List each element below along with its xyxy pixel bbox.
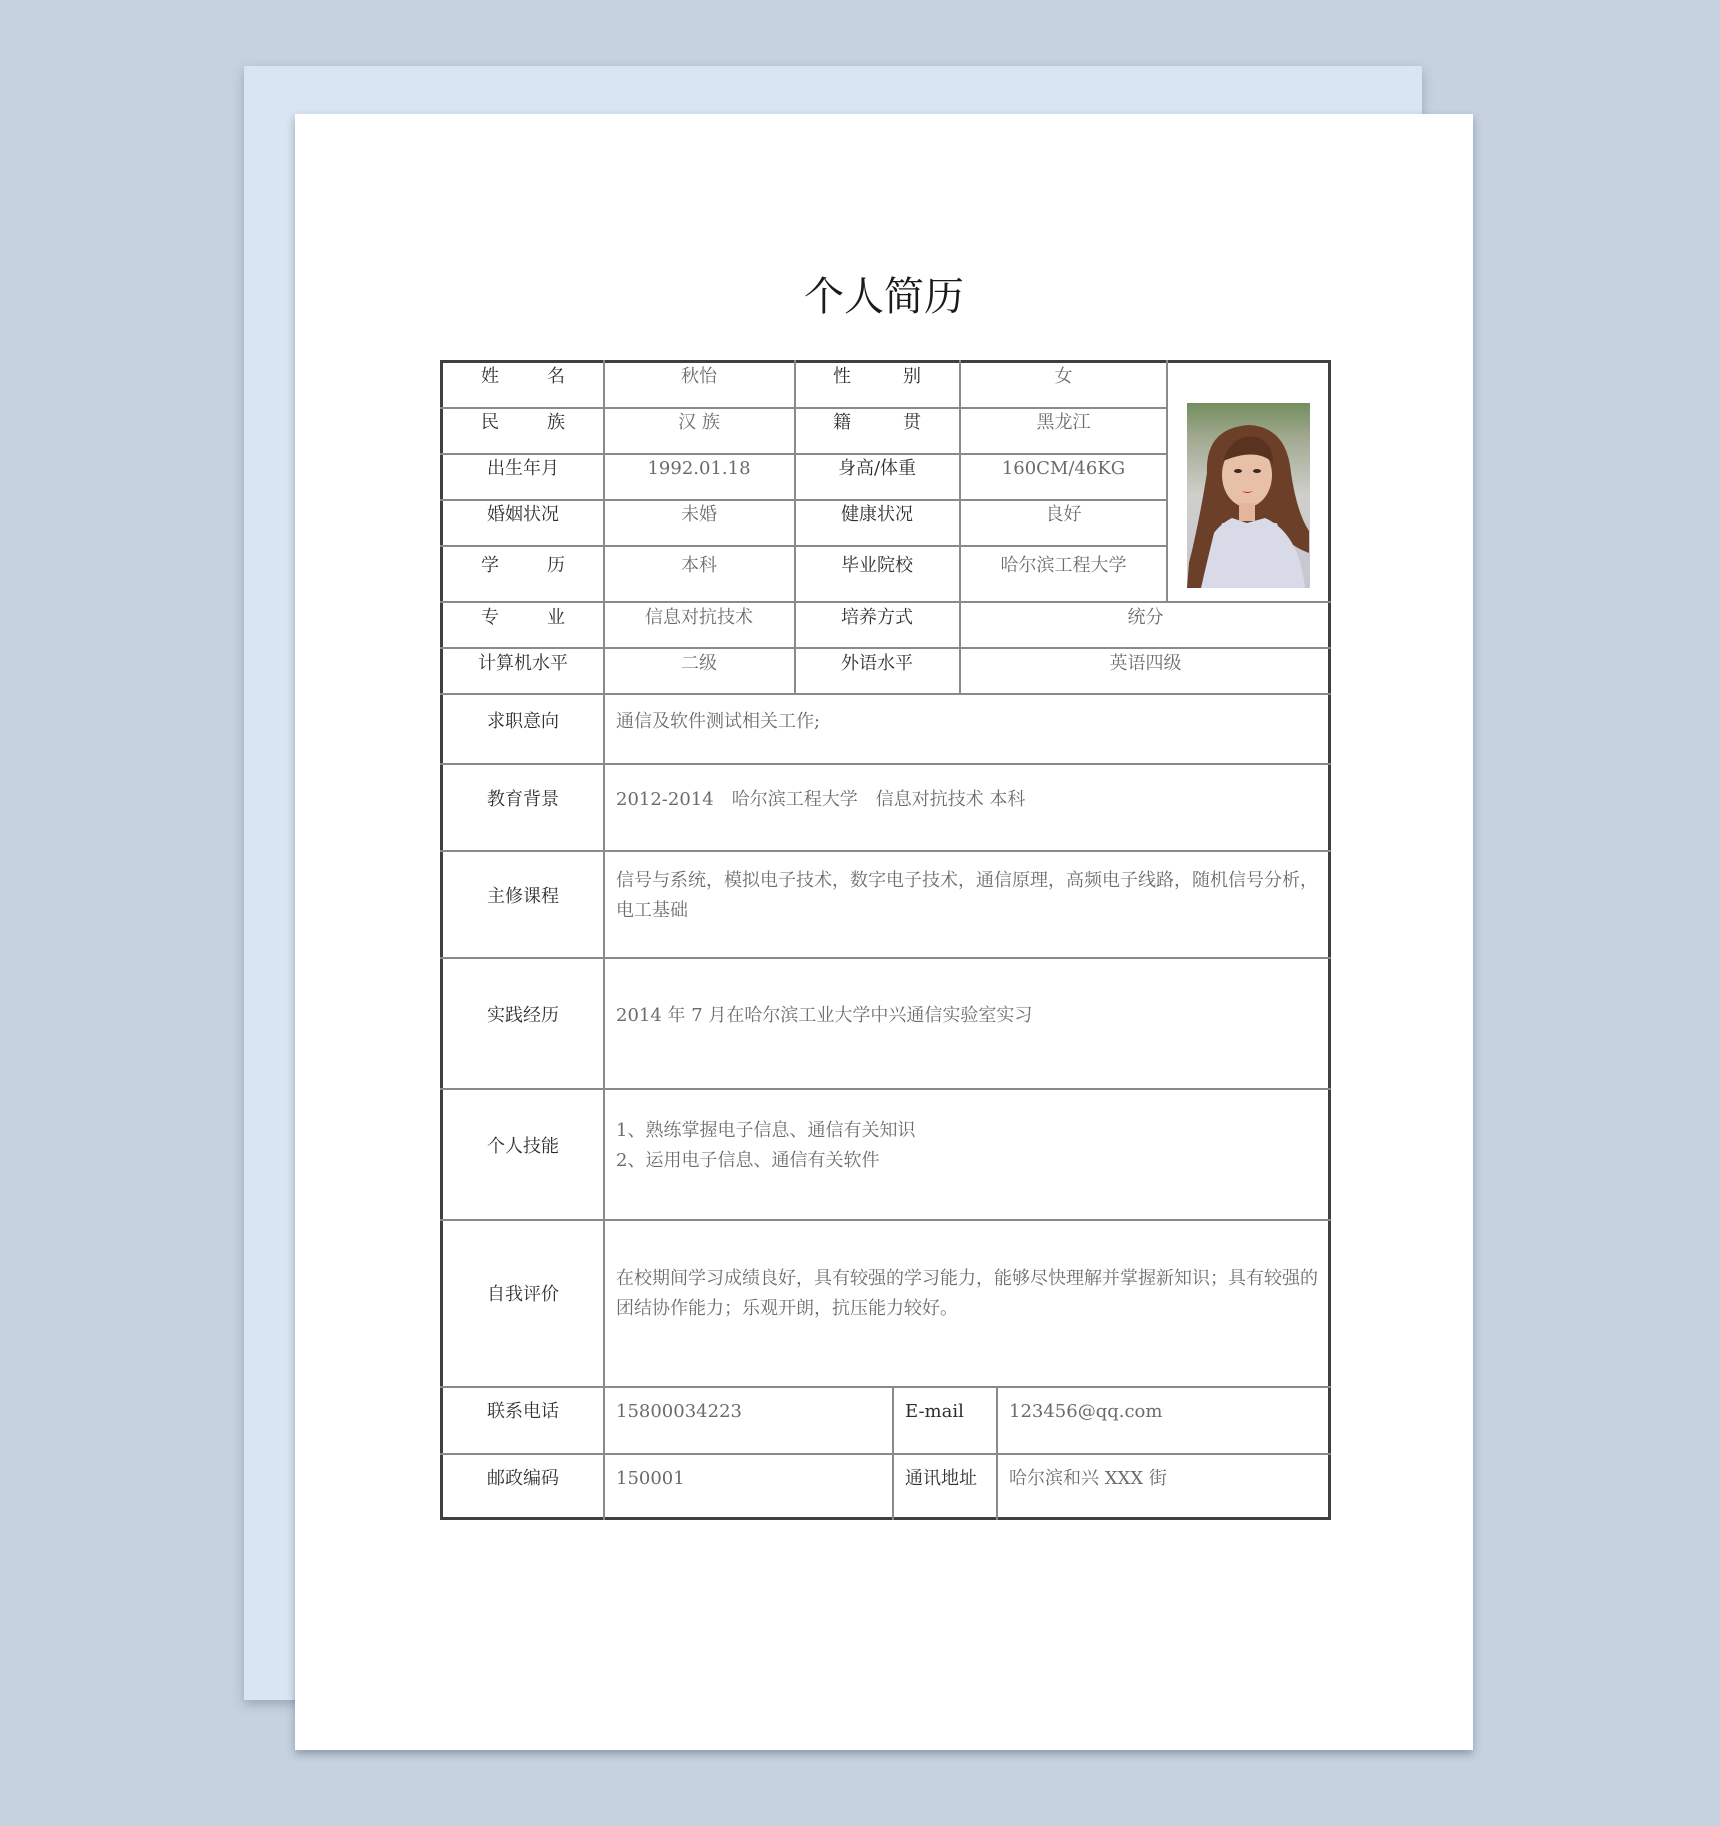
education-label <box>443 551 603 581</box>
education-bg-label: 教育背景 <box>487 789 559 810</box>
row-divider <box>440 693 1331 695</box>
postcode-value: 150001 <box>616 1468 685 1489</box>
row-divider <box>440 545 1167 547</box>
major-label <box>443 603 603 633</box>
phone-label: 联系电话 <box>487 1401 559 1422</box>
major-value: 信息对抗技术 <box>645 607 753 628</box>
postcode-label: 邮政编码 <box>487 1468 559 1489</box>
label-char: 贯 <box>903 412 921 433</box>
name-label <box>443 362 603 392</box>
language-label: 外语水平 <box>841 653 913 674</box>
self-eval-label: 自我评价 <box>487 1284 559 1305</box>
address-label: 通讯地址 <box>905 1468 977 1489</box>
email-label: E-mail <box>905 1401 964 1422</box>
self-eval-text: 在校期间学习成绩良好，具有较强的学习能力，能够尽快理解并掌握新知识；具有较强的团结协作能力；乐观开朗，抗压能力较好。 <box>616 1268 1318 1319</box>
job-intention-text: 通信及软件测试相关工作; <box>616 711 821 732</box>
profile-photo <box>1187 403 1310 588</box>
height-weight-label: 身高/体重 <box>837 458 917 479</box>
school-label: 毕业院校 <box>841 555 913 576</box>
label-char: 历 <box>547 555 565 576</box>
label-char: 专 <box>481 607 499 628</box>
computer-value: 二级 <box>681 653 717 674</box>
ethnicity-value: 汉 族 <box>678 412 720 433</box>
phone-value: 15800034223 <box>616 1401 742 1422</box>
training-value: 统分 <box>1127 607 1164 628</box>
skills-item: 2、运用电子信息、通信有关软件 <box>616 1150 880 1171</box>
label-char: 籍 <box>833 412 851 433</box>
row-divider <box>440 1088 1331 1090</box>
job-intention-label: 求职意向 <box>487 711 559 732</box>
education-bg-text: 2012-2014 哈尔滨工程大学 信息对抗技术 本科 <box>616 789 1026 810</box>
ethnicity-label <box>443 408 603 438</box>
skills-list <box>604 1116 1331 1176</box>
page-title: 个人简历 <box>804 274 964 320</box>
birth-value: 1992.01.18 <box>647 458 751 479</box>
address-value: 哈尔滨和兴 XXX 街 <box>1009 1468 1167 1489</box>
column-divider <box>603 360 605 1520</box>
courses-text: 信号与系统，模拟电子技术，数字电子技术，通信原理，高频电子线路，随机信号分析，电工基础 <box>616 870 1318 921</box>
health-label: 健康状况 <box>841 504 913 525</box>
courses-label: 主修课程 <box>487 886 559 907</box>
school-value: 哈尔滨工程大学 <box>1000 555 1127 576</box>
row-divider <box>440 1386 1331 1388</box>
portrait-image <box>1187 403 1310 588</box>
gender-value: 女 <box>1054 366 1073 387</box>
row-divider <box>440 1219 1331 1221</box>
label-char: 族 <box>547 412 565 433</box>
row-divider <box>440 957 1331 959</box>
height-weight-value: 160CM/46KG <box>1001 458 1126 479</box>
label-char: 业 <box>547 607 565 628</box>
marital-label: 婚姻状况 <box>487 504 559 525</box>
language-value: 英语四级 <box>1109 653 1182 674</box>
skills-item: 1、熟练掌握电子信息、通信有关知识 <box>616 1120 916 1141</box>
email-value: 123456@qq.com <box>1009 1401 1163 1422</box>
name-value: 秋怡 <box>681 366 717 387</box>
health-value: 良好 <box>1045 504 1082 525</box>
row-divider <box>440 763 1331 765</box>
row-divider <box>440 1453 1331 1455</box>
birth-label: 出生年月 <box>487 458 559 479</box>
skills-label: 个人技能 <box>487 1136 559 1157</box>
native-place-label <box>795 408 959 438</box>
label-char: 性 <box>833 366 851 387</box>
practice-text: 2014 年 7 月在哈尔滨工业大学中兴通信实验室实习 <box>616 1005 1033 1026</box>
education-value: 本科 <box>681 555 717 576</box>
native-place-value: 黑龙江 <box>1036 412 1091 433</box>
row-divider <box>440 850 1331 852</box>
label-char: 名 <box>547 366 565 387</box>
label-char: 别 <box>903 366 921 387</box>
practice-label: 实践经历 <box>487 1005 559 1026</box>
training-label: 培养方式 <box>841 607 913 628</box>
label-char: 姓 <box>481 366 499 387</box>
label-char: 学 <box>481 555 499 576</box>
marital-value: 未婚 <box>681 504 717 525</box>
label-char: 民 <box>481 412 499 433</box>
gender-label <box>795 362 959 392</box>
computer-label: 计算机水平 <box>478 653 568 674</box>
